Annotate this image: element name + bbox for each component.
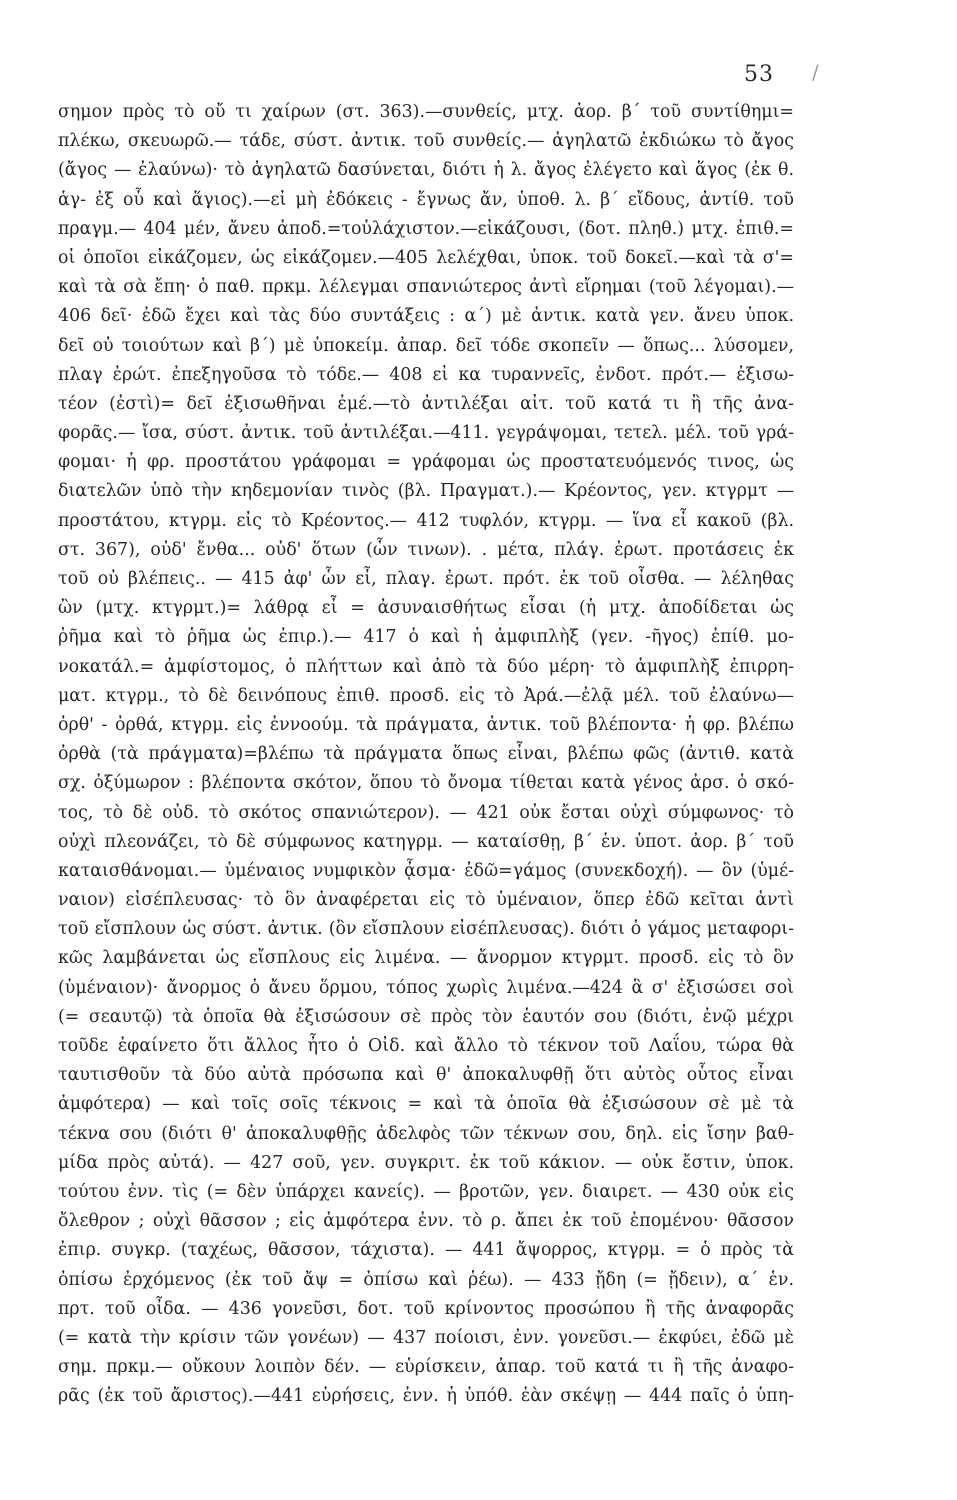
text-line: διατελῶν ὑπὸ τὴν κηδεμονίαν τινὸς (βλ. Πραγματ.).— Κρέοντος, γεν. κτγρμτ — bbox=[58, 481, 794, 502]
text-line: (ἄγος — ἐλαύνω)· τὸ ἀγηλατῶ δασύνεται, διότι ἡ λ. ἄγος ἐλέγετο καὶ ἅγος (ἐκ θ. bbox=[58, 160, 794, 181]
text-line: μίδα πρὸς αὐτά). — 427 σοῦ, γεν. συγκριτ. ἐκ τοῦ κάκιον. — οὐκ ἔστιν, ὑποκ. bbox=[58, 1152, 794, 1173]
text-line: ταυτισθοῦν τὰ δύο αὐτὰ πρόσωπα καὶ θ' ἀποκαλυφθῇ ὅτι αὐτὸς οὗτος εἶναι bbox=[58, 1065, 794, 1086]
text-line: ὀρθὰ (τὰ πράγματα)=βλέπω τὰ πράγματα ὅπως εἶναι, βλέπω φῶς (ἀντιθ. κατὰ bbox=[58, 744, 794, 765]
text-line: δεῖ οὐ τοιούτων καὶ β΄) μὲ ὑποκείμ. ἀπαρ. δεῖ τόδε σκοπεῖν — ὅπως... λύσομεν, bbox=[58, 335, 794, 356]
text-line: ρᾶς (ἐκ τοῦ ἄριστος).—441 εὑρήσεις, ἐνν. ἡ ὑπόθ. ἐὰν σκέψῃ — 444 παῖς ὁ ὑπη- bbox=[58, 1386, 794, 1407]
page-number: 53 bbox=[744, 62, 774, 87]
text-line: 406 δεῖ· ἐδῶ ἔχει καὶ τὰς δύο συντάξεις : α΄) μὲ ἀντικ. κατὰ γεν. ἄνευ ὑποκ. bbox=[58, 306, 794, 327]
commentary-text bbox=[58, 98, 794, 1411]
text-line: τέκνα σου (διότι θ' ἀποκαλυφθῇς ἀδελφὸς τῶν τέκνων σου, δηλ. εἰς ἴσην βαθ- bbox=[58, 1123, 794, 1144]
text-line: πλέκω, σκευωρῶ.— τάδε, σύστ. ἀντικ. τοῦ συνθείς.— ἀγηλατῶ ἐκδιώκω τὸ ἄγος bbox=[58, 131, 794, 152]
text-line: τοῦδε ἐφαίνετο ὅτι ἄλλος ἦτο ὁ Οἰδ. καὶ ἄλλο τὸ τέκνον τοῦ Λαΐου, τώρα θὰ bbox=[58, 1036, 794, 1056]
text-line: ὀρθ' - ὀρθά, κτγρμ. εἰς ἐννοούμ. τὰ πράγματα, ἀντικ. τοῦ βλέποντα· ἡ φρ. βλέπω bbox=[58, 714, 794, 735]
text-line: φομαι· ἡ φρ. προστάτου γράφομαι = γράφομαι ὡς προστατευόμενός τινος, ὡς bbox=[58, 452, 794, 473]
text-line: (= κατὰ τὴν κρίσιν τῶν γονέων) — 437 ποίοισι, ἐνν. γονεῦσι.— ἐκφύει, ἐδῶ μὲ bbox=[58, 1327, 794, 1348]
text-line: ὄλεθρον ; οὐχὶ θᾶσσον ; εἰς ἀμφότερα ἐνν. τὸ ρ. ἄπει ἐκ τοῦ ἑπομένου· θᾶσσον bbox=[58, 1211, 794, 1232]
text-line: (= σεαυτῷ) τὰ ὁποῖα θὰ ἐξισώσουν σὲ πρὸς τὸν ἑαυτόν σου (διότι, ἐνῷ μέχρι bbox=[58, 1006, 794, 1027]
text-line: τος, τὸ δὲ οὐδ. τὸ σκότος σπανιώτερον). — 421 οὐκ ἔσται οὐχὶ σύμφωνος· τὸ bbox=[58, 802, 794, 823]
text-line: σημον πρὸς τὸ οὔ τι χαίρων (στ. 363).—συνθείς, μτχ. ἀορ. β΄ τοῦ συντίθημι= bbox=[58, 102, 794, 122]
text-line: ὢν (μτχ. κτγρμτ.)= λάθρᾳ εἶ = ἀσυναισθήτως εἶσαι (ἡ μτχ. ἀποδίδεται ὡς bbox=[58, 598, 794, 619]
text-line: προστάτου, κτγρμ. εἰς τὸ Κρέοντος.— 412 τυφλόν, κτγρμ. — ἵνα εἶ κακοῦ (βλ. bbox=[58, 510, 794, 531]
text-line: (ὑμέναιον)· ἄνορμος ὁ ἄνευ ὅρμου, τόπος χωρὶς λιμένα.—424 ἃ σ' ἐξισώσει σοὶ bbox=[58, 977, 794, 998]
text-line: φορᾶς.— ἴσα, σύστ. ἀντικ. τοῦ ἀντιλέξαι.—411. γεγράψομαι, τετελ. μέλ. τοῦ γρά- bbox=[58, 423, 794, 444]
text-line: τοῦ οὐ βλέπεις.. — 415 ἀφ' ὧν εἶ, πλαγ. ἐρωτ. πρότ. ἐκ τοῦ οἶσθα. — λέληθας bbox=[58, 569, 794, 589]
text-line: οἱ ὁποῖοι εἰκάζομεν, ὡς εἰκάζομεν.—405 λελέχθαι, ὑποκ. τοῦ δοκεῖ.—καὶ τὰ σ'= bbox=[58, 247, 794, 268]
text-line: τέον (ἐστὶ)= δεῖ ἐξισωθῆναι ἐμέ.—τὸ ἀντιλέξαι αἰτ. τοῦ κατά τι ἢ τῆς ἀνα- bbox=[58, 393, 794, 414]
text-line: νοκατάλ.= ἀμφίστομος, ὁ πλήττων καὶ ἀπὸ τὰ δύο μέρη· τὸ ἀμφιπλὴξ ἐπιρρη- bbox=[58, 656, 794, 677]
text-line: ὀπίσω ἐρχόμενος (ἐκ τοῦ ἄψ = ὀπίσω καὶ ῥέω). — 433 ᾔδη (= ᾔδειν), α΄ ἑν. bbox=[58, 1269, 794, 1290]
margin-mark: / bbox=[812, 60, 819, 84]
text-line: ματ. κτγρμ., τὸ δὲ δεινόπους ἐπιθ. προσδ. εἰς τὸ Ἀρά.—ἐλᾷ μέλ. τοῦ ἐλαύνω— bbox=[58, 685, 794, 706]
text-line: ἐπιρ. συγκρ. (ταχέως, θᾶσσον, τάχιστα). — 441 ἄψορρος, κτγρμ. = ὁ πρὸς τὰ bbox=[58, 1240, 794, 1261]
text-line: στ. 367), οὐδ' ἔνθα... οὐδ' ὅτων (ὧν τινων). . μέτα, πλάγ. ἐρωτ. προτάσεις ἐκ bbox=[58, 539, 794, 560]
text-line: κῶς λαμβάνεται ὡς εἴσπλους εἰς λιμένα. — ἄνορμον κτγρμτ. προσδ. εἰς τὸ ὃν bbox=[58, 948, 794, 969]
text-line: ἁγ- ἐξ οὗ καὶ ἅγιος).—εἰ μὴ ἐδόκεις - ἔγνως ἄν, ὑποθ. λ. β΄ εἴδους, ἀντίθ. τοῦ bbox=[58, 189, 794, 210]
text-line: ναιον) εἰσέπλευσας· τὸ ὃν ἀναφέρεται εἰς τὸ ὑμέναιον, ὅπερ ἐδῶ κεῖται ἀντὶ bbox=[58, 890, 794, 911]
text-line: σημ. πρκμ.— οὔκουν λοιπὸν δέν. — εὑρίσκειν, ἀπαρ. τοῦ κατά τι ἢ τῆς ἀναφο- bbox=[58, 1357, 794, 1378]
text-line: πλαγ ἐρώτ. ἐπεξηγοῦσα τὸ τόδε.— 408 εἰ κα τυραννεῖς, ἐνδοτ. πρότ.— ἐξισω- bbox=[58, 364, 794, 385]
text-line: ῥῆμα καὶ τὸ ῥῆμα ὡς ἐπιρ.).— 417 ὁ καὶ ἡ ἀμφιπλὴξ (γεν. -ῆγος) ἐπίθ. μο- bbox=[58, 627, 794, 648]
text-line: τούτου ἐνν. τὶς (= δὲν ὑπάρχει κανείς). — βροτῶν, γεν. διαιρετ. — 430 οὐκ εἰς bbox=[58, 1181, 794, 1202]
text-line: τοῦ εἴσπλουν ὡς σύστ. ἀντικ. (ὃν εἴσπλουν εἰσέπλευσας). διότι ὁ γάμος μεταφορι- bbox=[58, 919, 794, 940]
text-line: οὐχὶ πλεονάζει, τὸ δὲ σύμφωνος κατηγρμ. — καταίσθῃ, β΄ ἑν. ὑποτ. ἀορ. β΄ τοῦ bbox=[58, 831, 794, 852]
text-line: σχ. ὀξύμωρον : βλέποντα σκότον, ὅπου τὸ ὄνομα τίθεται κατὰ γένος ἀρσ. ὁ σκό- bbox=[58, 773, 794, 794]
text-line: καὶ τὰ σὰ ἔπη· ὁ παθ. πρκμ. λέλεγμαι σπανιώτερος ἀντὶ εἴρημαι (τοῦ λέγομαι).— bbox=[58, 277, 794, 298]
text-line: ἀμφότερα) — καὶ τοῖς σοῖς τέκνοις = καὶ τὰ ὁποῖα θὰ ἐξισώσουν σὲ μὲ τὰ bbox=[58, 1094, 794, 1115]
text-line: πραγμ.— 404 μέν, ἄνευ ἀποδ.=τοὐλάχιστον.—εἰκάζουσι, (δοτ. πληθ.) μτχ. ἐπιθ.= bbox=[58, 218, 794, 239]
text-line: καταισθάνομαι.— ὑμέναιος νυμφικὸν ᾆσμα· ἐδῶ=γάμος (συνεκδοχή). — ὃν (ὑμέ- bbox=[58, 860, 794, 881]
text-line: πρτ. τοῦ οἶδα. — 436 γονεῦσι, δοτ. τοῦ κρίνοντος προσώπου ἢ τῆς ἀναφορᾶς bbox=[58, 1298, 794, 1319]
